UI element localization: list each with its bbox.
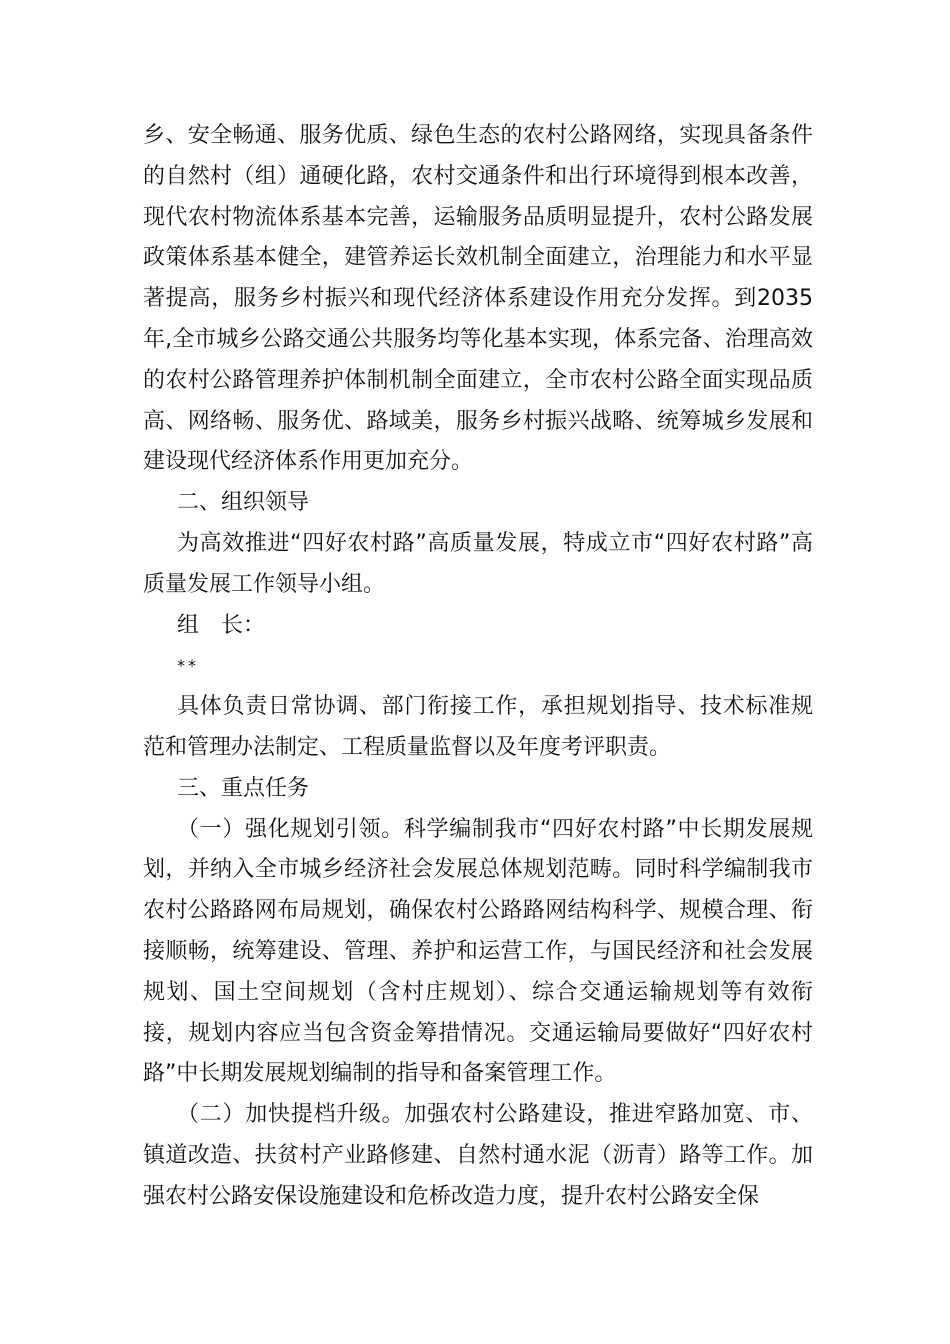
group-leader-label: 组 长： xyxy=(177,612,266,638)
document-body xyxy=(143,116,813,1218)
paragraph-task-planning: （一）强化规划引领。科学编制我市“四好农村路”中长期发展规划，并纳入全市城乡经济社会发展总体规划范畴。同时科学编制我市农村公路路网布局规划，确保农村公路路网结构科学、规模合理、衔接顺畅，统筹建设、管理、养护和运营工作，与国民经济和社会发展规划、国土空间规划（含村庄规划）、综合交通运输规划等有效衔接，规划内容应当包含资金筹措情况。交通运输局要做好“四好农村路”中长期发展规划编制的指导和备案管理工作。 xyxy=(143,816,813,1087)
paragraph-leading-group: 为高效推进“四好农村路”高质量发展，特成立市“四好农村路”高质量发展工作领导小组。 xyxy=(143,530,813,597)
section-heading-key-tasks: 三、重点任务 xyxy=(177,775,310,801)
section-heading-organization: 二、组织领导 xyxy=(177,490,310,516)
paragraph-task-upgrade: （二）加快提档升级。加强农村公路建设，推进窄路加宽、市、镇道改造、扶贫村产业路修建、自然村通水泥（沥青）路等工作。加强农村公路安保设施建设和危桥改造力度，提升农村公路安全保 xyxy=(143,1102,813,1209)
paragraph-goals-continued: 乡、安全畅通、服务优质、绿色生态的农村公路网络，实现具备条件的自然村（组）通硬化路，农村交通条件和出行环境得到根本改善，现代农村物流体系基本完善，运输服务品质明显提升，农村公路发展政策体系基本健全，建管养运长效机制全面建立，治理能力和水平显著提高，服务乡村振兴和现代经济体系建设作用充分发挥。到2035年,全市城乡公路交通公共服务均等化基本实现，体系完备、治理高效的农村公路管理养护体制机制全面建立，全市农村公路全面实现品质高、网络畅、服务优、路域美，服务乡村振兴战略、统筹城乡发展和建设现代经济体系作用更加充分。 xyxy=(143,123,813,475)
paragraph-responsibilities: 具体负责日常协调、部门衔接工作，承担规划指导、技术标准规范和管理办法制定、工程质量监督以及年度考评职责。 xyxy=(143,694,813,760)
redacted-name: ** xyxy=(177,656,199,676)
